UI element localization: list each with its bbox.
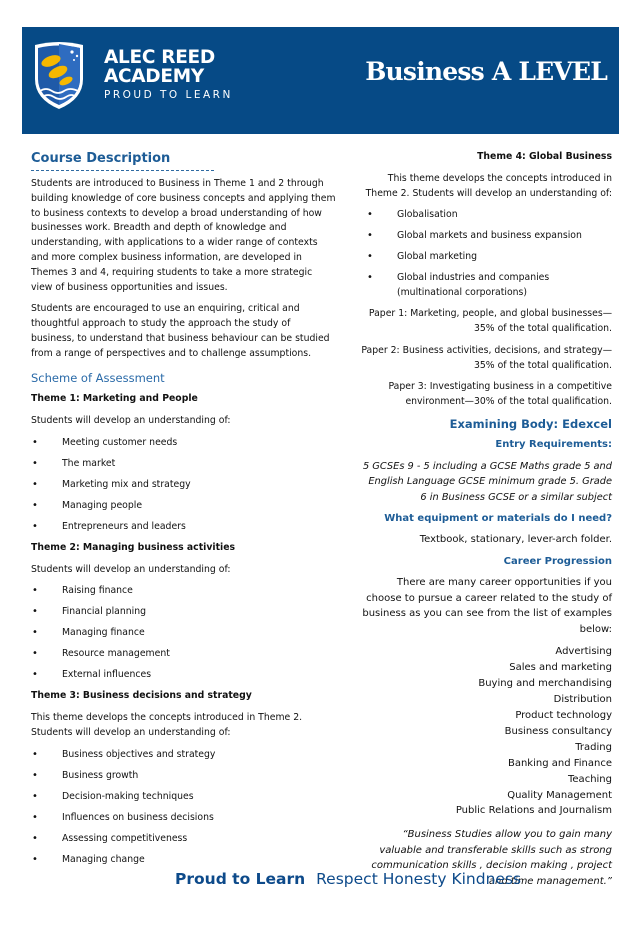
school-name-line2: ACADEMY — [104, 66, 204, 87]
career-item: Trading — [575, 741, 612, 753]
career-intro: There are many career opportunities if you choose to pursue a career related to the study of business as you can see from the list of examples below: — [362, 577, 612, 635]
list-item: • Resource management — [31, 647, 336, 662]
career-item: Sales and marketing — [509, 662, 612, 674]
quote: “Business Studies allow you to gain many valuable and transferable skills such as strong communication skills , decision making , project and time management.” — [371, 829, 612, 887]
list-item: • Global industries and companies (multinational corporations) — [366, 271, 612, 301]
list-item: • Financial planning — [31, 605, 336, 620]
theme-2-list — [31, 584, 336, 683]
list-item: • Marketing mix and strategy — [31, 478, 336, 493]
theme-1-list — [31, 436, 336, 535]
list-item: • Business objectives and strategy — [31, 748, 336, 763]
career-heading: Career Progression — [503, 555, 612, 567]
theme-3-list — [31, 748, 336, 868]
list-item: • Assessing competitiveness — [31, 832, 336, 847]
career-item: Public Relations and Journalism — [455, 805, 612, 817]
list-item: • Raising finance — [31, 584, 336, 599]
examining-body: Examining Body: Edexcel — [449, 416, 612, 431]
equipment-heading: What equipment or materials do I need? — [384, 513, 612, 524]
school-crest-icon — [32, 39, 86, 111]
career-item: Product technology — [515, 710, 612, 722]
career-item: Advertising — [555, 646, 612, 658]
header-banner — [22, 27, 619, 134]
list-item: • Business growth — [31, 769, 336, 784]
list-item: • External influences — [31, 668, 336, 683]
course-description-heading: Course Description — [31, 151, 171, 166]
theme-3-title: Theme 3: Business decisions and strategy — [31, 690, 252, 702]
theme-4-title: Theme 4: Global Business — [477, 151, 612, 162]
course-paragraph: Students are encouraged to use an enquiring, critical and thoughtful approach to study the approach the study of business, to understand that business behaviour can be studied from a range of perspectives and to challenge assumptions. — [31, 303, 330, 359]
equipment-text: Textbook, stationary, lever-arch folder. — [419, 533, 612, 545]
list-item: • Managing finance — [31, 626, 336, 641]
entry-requirements-text: 5 GCSEs 9 - 5 including a GCSE Maths grade 5 and English Language GCSE minimum grade 5. Grade 6 in Business GCSE or a similar subject — [362, 460, 612, 503]
career-item: Buying and merchandising — [478, 678, 612, 690]
career-item: Distribution — [553, 694, 612, 706]
list-item: • Global marketing — [366, 250, 612, 265]
list-item: • Globalisation — [366, 208, 612, 223]
paper-2: Paper 2: Business activities, decisions, and strategy—35% of the total qualification. — [361, 344, 612, 371]
career-item: Banking and Finance — [507, 757, 612, 769]
right-column — [360, 150, 612, 889]
footer-motto-bold: Proud to Learn — [175, 870, 306, 888]
career-list — [360, 644, 612, 819]
school-tagline: PROUD TO LEARN — [104, 89, 233, 101]
theme-4-list — [360, 208, 612, 301]
theme-1-title: Theme 1: Marketing and People — [31, 393, 198, 405]
list-item: • Global markets and business expansion — [366, 229, 612, 244]
list-item: • Managing people — [31, 499, 336, 514]
list-item: • Meeting customer needs — [31, 436, 336, 451]
course-paragraph: Students are introduced to Business in Theme 1 and 2 through building knowledge of core business concepts and applying them to business contexts to develop a broad understanding of how businesses work. Breadth and depth of knowledge and understanding, with applications to a wider range of contexts and more complex business information, are developed in Themes 3 and 4, requiring students to take a more strategic view of business opportunities and issues. — [31, 178, 336, 293]
list-item: • Managing change — [31, 853, 336, 868]
left-column — [31, 150, 336, 874]
school-name — [104, 48, 233, 101]
school-name-line1: ALEC REED — [104, 47, 215, 68]
page-title: Business A LEVEL — [365, 57, 607, 86]
career-item: Teaching — [568, 773, 612, 785]
list-item: • Entrepreneurs and leaders — [31, 520, 336, 535]
paper-3: Paper 3: Investigating business in a competitive environment—30% of the total qualification. — [388, 381, 612, 408]
theme-intro: This theme develops the concepts introduced in Theme 2. Students will develop an understanding of: — [365, 172, 612, 199]
theme-intro: Students will develop an understanding of: — [31, 563, 231, 575]
paper-1: Paper 1: Marketing, people, and global businesses—35% of the total qualification. — [368, 308, 612, 334]
theme-2-title: Theme 2: Managing business activities — [31, 541, 236, 553]
footer-values: Respect Honesty Kindness — [316, 870, 522, 888]
entry-requirements-heading: Entry Requirements: — [495, 438, 612, 450]
career-item: Business consultancy — [504, 725, 612, 737]
scheme-heading: Scheme of Assessment — [31, 370, 165, 385]
list-item: • Decision-making techniques — [31, 790, 336, 805]
theme-intro: This theme develops the concepts introduced in Theme 2. Students will develop an understanding of: — [31, 712, 303, 738]
footer-motto — [175, 870, 521, 888]
list-item: • The market — [31, 457, 336, 472]
career-item: Quality Management — [507, 789, 612, 801]
theme-intro: Students will develop an understanding of: — [31, 415, 231, 427]
list-item: • Influences on business decisions — [31, 811, 336, 826]
heading-underline — [31, 170, 214, 171]
